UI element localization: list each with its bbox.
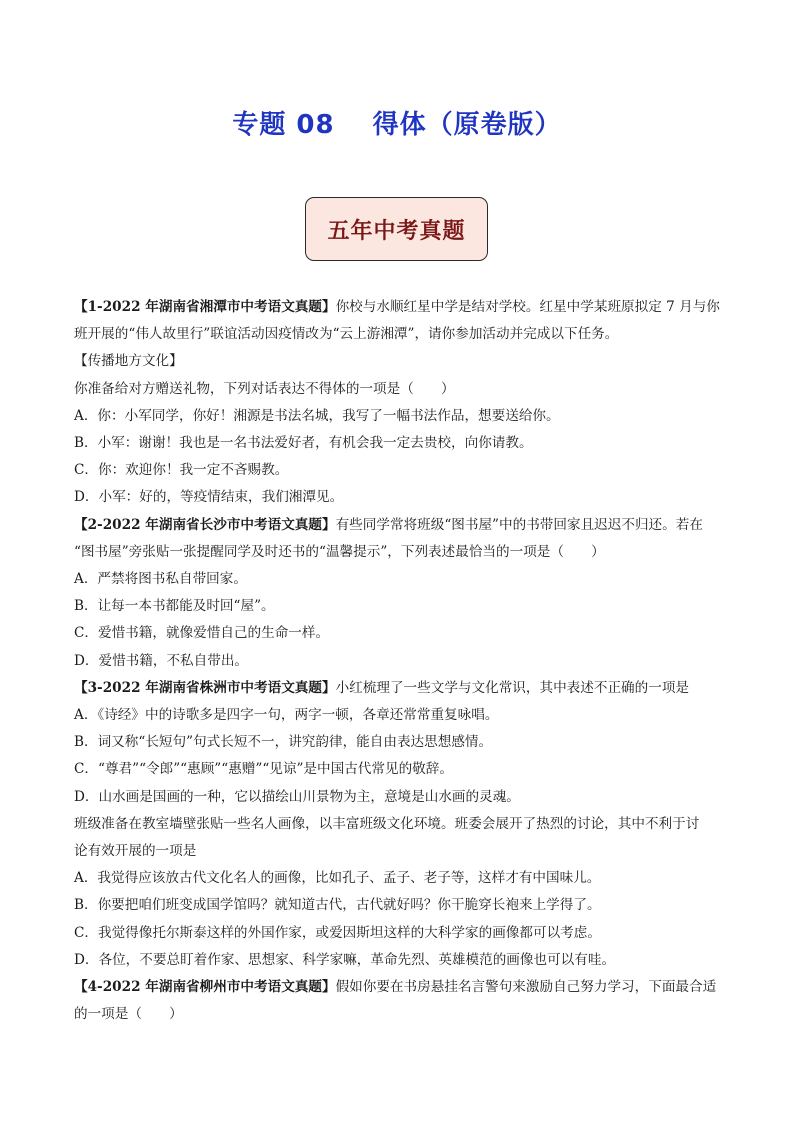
question-3-option-a: A．《诗经》中的诗歌多是四字一句，两字一顿，各章还常常重复咏唱。 (74, 707, 499, 724)
question-4-label: 【4-2022 年湖南省柳州市中考语文真题】 (74, 979, 336, 996)
question-3-intro (74, 675, 722, 702)
page-title (0, 104, 794, 141)
question-1-section: 【传播地方文化】 (74, 353, 183, 370)
section-banner: 五年中考真题 (305, 197, 488, 261)
question-2-option-b: B．让每一本书都能及时回“屋”。 (74, 598, 275, 615)
question-3-option-b: B．词又称“长短句”句式长短不一，讲究韵律，能自由表达思想感情。 (74, 734, 493, 751)
question-1-stem: 你准备给对方赠送礼物，下列对话表达不得体的一项是（ ） (74, 380, 455, 397)
question-1-option-b: B．小军：谢谢！我也是一名书法爱好者，有机会我一定去贵校，向你请教。 (74, 435, 533, 452)
question-3-sub-option-d: D．各位，不要总盯着作家、思想家、科学家嘛，革命先烈、英雄模范的画像也可以有哇。 (74, 951, 616, 968)
title-topic-name: 得体（原卷版） (372, 110, 562, 140)
question-3-label: 【3-2022 年湖南省株洲市中考语文真题】 (74, 679, 336, 696)
question-3-sub-stem-cont: 论有效开展的一项是 (74, 843, 197, 860)
question-2-option-a: A．严禁将图书私自带回家。 (74, 571, 247, 588)
question-2-intro-cont: “图书屋”旁张贴一张提醒同学及时还书的“温馨提示”，下列表述最恰当的一项是（ ） (74, 543, 605, 560)
question-3-sub-stem: 班级准备在教室墙壁张贴一些名人画像，以丰富班级文化环境。班委会展开了热烈的讨论，其中不利于讨 (74, 815, 700, 832)
question-3-sub-option-a: A．我觉得应该放古代文化名人的画像，比如孔子、孟子、老子等，这样才有中国味儿。 (74, 870, 601, 887)
question-3-option-d: D．山水画是国画的一种，它以描绘山川景物为主，意境是山水画的灵魂。 (74, 788, 520, 805)
question-2-label: 【2-2022 年湖南省长沙市中考语文真题】 (74, 516, 336, 533)
question-1-option-d: D．小军：好的，等疫情结束，我们湘潭见。 (74, 489, 344, 506)
question-3-intro-text: 小红梳理了一些文学与文化常识，其中表述不正确的一项是 (335, 679, 690, 696)
question-2-option-c: C．爱惜书籍，就像爱惜自己的生命一样。 (74, 625, 330, 642)
title-topic-number: 专题 08 (232, 110, 335, 140)
question-4-intro (74, 974, 722, 1001)
question-1-label: 【1-2022 年湖南省湘潭市中考语文真题】 (74, 299, 336, 315)
question-3-sub-option-b: B．你要把咱们班变成国学馆吗？就知道古代，古代就好吗？你干脆穿长袍来上学得了。 (74, 897, 601, 914)
question-1-option-c: C．你：欢迎你！我一定不吝赐教。 (74, 462, 289, 479)
question-1-intro-text: 你校与水顺红星中学是结对学校。红星中学某班原拟定 7 月与你 (335, 299, 720, 315)
document-body (74, 294, 722, 1028)
question-3-sub-option-c: C．我觉得像托尔斯泰这样的外国作家，或爱因斯坦这样的大科学家的画像都可以考虑。 (74, 924, 601, 941)
question-4-intro-cont: 的一项是（ ） (74, 1006, 183, 1023)
question-3-option-c: C．“尊君”“令郎”“惠顾”“惠赠”“见谅”是中国古代常见的敬辞。 (74, 761, 453, 778)
question-2-option-d: D．爱惜书籍，不私自带出。 (74, 652, 249, 669)
question-1-intro (74, 294, 722, 321)
question-4-intro-text: 假如你要在书房悬挂名言警句来激励自己努力学习，下面最合适 (335, 979, 717, 996)
question-1-option-a: A．你：小军同学，你好！湘源是书法名城，我写了一幅书法作品，想要送给你。 (74, 407, 560, 424)
question-1-intro-cont: 班开展的“伟人故里行”联谊活动因疫情改为“云上游湘潭”，请你参加活动并完成以下任务。 (74, 326, 619, 343)
question-2-intro-text: 有些同学常将班级“图书屋”中的书带回家且迟迟不归还。若在 (335, 516, 703, 533)
question-2-intro (74, 512, 722, 539)
